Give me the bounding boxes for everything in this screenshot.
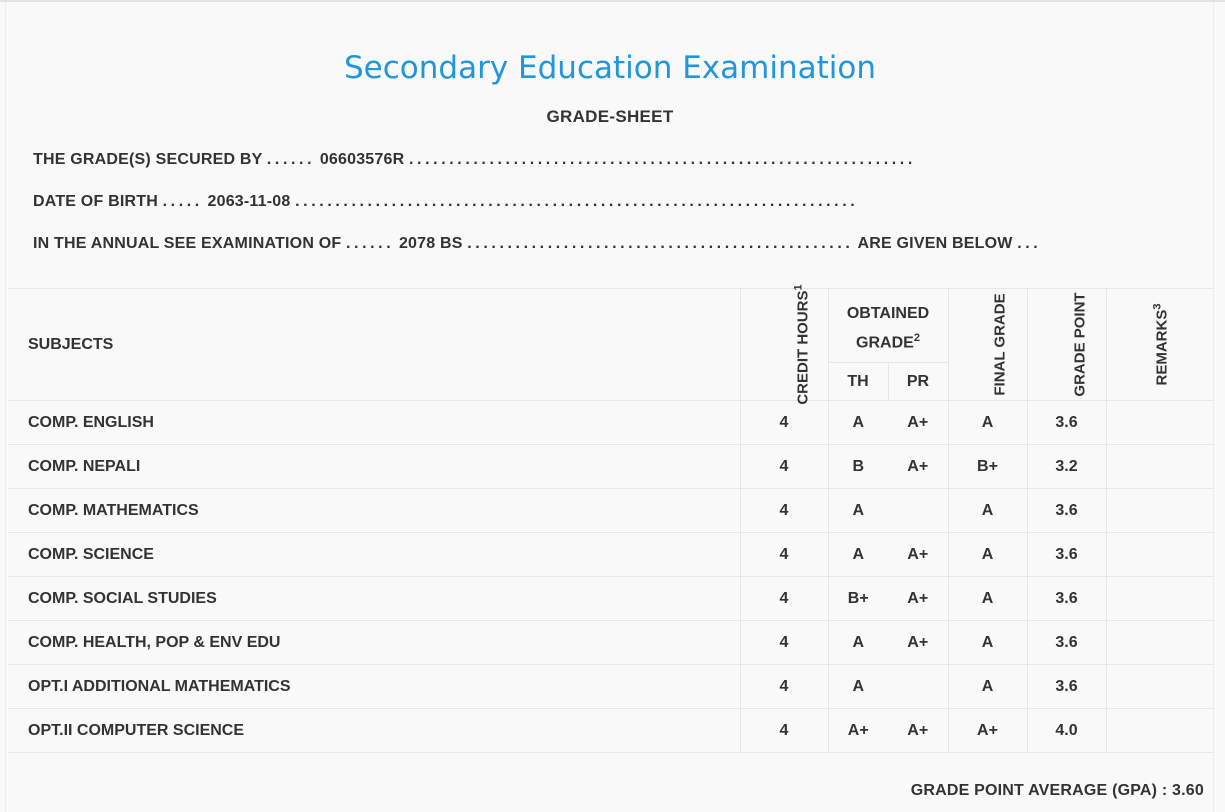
- remarks-cell: [1106, 489, 1214, 533]
- table-row: [8, 665, 1214, 709]
- grade-point-cell: 3.6: [1027, 533, 1106, 577]
- exam-label: IN THE ANNUAL SEE EXAMINATION OF: [33, 235, 342, 252]
- grade-point-cell: 3.6: [1027, 621, 1106, 665]
- header-grade-point: GRADE POINT: [1027, 289, 1106, 401]
- grade-point-cell: 3.6: [1027, 489, 1106, 533]
- secured-by-label: THE GRADE(S) SECURED BY: [33, 151, 263, 168]
- grade-sheet-heading: GRADE-SHEET: [546, 107, 674, 126]
- pr-cell: A+: [888, 533, 948, 577]
- header-final-grade: FINAL GRADE: [948, 289, 1027, 401]
- pr-cell: A+: [888, 709, 948, 753]
- table-row: [8, 401, 1214, 445]
- th-cell: A: [828, 621, 888, 665]
- gpa-value: 3.60: [1172, 782, 1204, 799]
- grade-point-cell: 3.6: [1027, 577, 1106, 621]
- header-obtained-grade: OBTAINED GRADE$^2$: [828, 289, 948, 363]
- subject-cell: COMP. SCIENCE: [8, 533, 740, 577]
- remarks-cell: [1106, 533, 1214, 577]
- grade-point-cell: 3.6: [1027, 665, 1106, 709]
- credit-cell: 4: [740, 621, 828, 665]
- gpa-summary: [911, 782, 1204, 800]
- remarks-cell: [1106, 621, 1214, 665]
- table-row: [8, 489, 1214, 533]
- th-cell: A+: [828, 709, 888, 753]
- final-grade-cell: A: [948, 489, 1027, 533]
- top-border: [0, 0, 1225, 2]
- header-subjects: SUBJECTS: [8, 289, 740, 401]
- subject-cell: COMP. NEPALI: [8, 445, 740, 489]
- subject-cell: OPT.II COMPUTER SCIENCE: [8, 709, 740, 753]
- credit-cell: 4: [740, 533, 828, 577]
- exam-suffix: ARE GIVEN BELOW: [857, 235, 1013, 252]
- remarks-cell: [1106, 709, 1214, 753]
- page-title: Secondary Education Examination: [344, 50, 876, 86]
- subject-cell: COMP. ENGLISH: [8, 401, 740, 445]
- remarks-cell: [1106, 401, 1214, 445]
- th-cell: A: [828, 401, 888, 445]
- info-exam: IN THE ANNUAL SEE EXAMINATION OF ...... 2078 BS ................................................ ARE GIVEN BELOW ...: [33, 235, 1042, 252]
- subject-cell: COMP. MATHEMATICS: [8, 489, 740, 533]
- final-grade-cell: A: [948, 401, 1027, 445]
- subject-cell: COMP. HEALTH, POP & ENV EDU: [8, 621, 740, 665]
- th-cell: A: [828, 665, 888, 709]
- secured-by-value: 06603576R: [319, 151, 405, 168]
- table-row: [8, 445, 1214, 489]
- th-cell: A: [828, 489, 888, 533]
- credit-cell: 4: [740, 577, 828, 621]
- table-row: [8, 709, 1214, 753]
- table-row: [8, 577, 1214, 621]
- final-grade-cell: B+: [948, 445, 1027, 489]
- grades-table: [8, 283, 1214, 754]
- info-secured-by: THE GRADE(S) SECURED BY ...... 06603576R ...............................................................: [33, 151, 916, 168]
- th-cell: B: [828, 445, 888, 489]
- credit-cell: 4: [740, 445, 828, 489]
- header-remarks: REMARKS$^3$: [1106, 289, 1214, 401]
- th-cell: A: [828, 533, 888, 577]
- credit-cell: 4: [740, 489, 828, 533]
- final-grade-cell: A: [948, 665, 1027, 709]
- final-grade-cell: A: [948, 577, 1027, 621]
- header-th: TH: [828, 363, 888, 401]
- remarks-cell: [1106, 577, 1214, 621]
- final-grade-cell: A: [948, 533, 1027, 577]
- grade-point-cell: 3.2: [1027, 445, 1106, 489]
- pr-cell: A+: [888, 621, 948, 665]
- pr-cell: [888, 489, 948, 533]
- exam-value: 2078 BS: [398, 235, 463, 252]
- subject-cell: OPT.I ADDITIONAL MATHEMATICS: [8, 665, 740, 709]
- final-grade-cell: A+: [948, 709, 1027, 753]
- header-credit-hours: CREDIT HOURS$^1$: [740, 289, 828, 401]
- dob-value: 2063-11-08: [207, 193, 291, 210]
- header-pr: PR: [888, 363, 948, 401]
- credit-cell: 4: [740, 665, 828, 709]
- grade-point-cell: 4.0: [1027, 709, 1106, 753]
- grade-point-cell: 3.6: [1027, 401, 1106, 445]
- table-row: [8, 621, 1214, 665]
- pr-cell: A+: [888, 401, 948, 445]
- table-row: [8, 533, 1214, 577]
- dob-label: DATE OF BIRTH: [33, 193, 158, 210]
- pr-cell: A+: [888, 445, 948, 489]
- remarks-cell: [1106, 445, 1214, 489]
- credit-cell: 4: [740, 401, 828, 445]
- info-date-of-birth: DATE OF BIRTH ..... 2063-11-08 ......................................................................: [33, 193, 859, 210]
- pr-cell: A+: [888, 577, 948, 621]
- pr-cell: [888, 665, 948, 709]
- subject-cell: COMP. SOCIAL STUDIES: [8, 577, 740, 621]
- credit-cell: 4: [740, 709, 828, 753]
- final-grade-cell: A: [948, 621, 1027, 665]
- th-cell: B+: [828, 577, 888, 621]
- remarks-cell: [1106, 665, 1214, 709]
- gpa-label: GRADE POINT AVERAGE (GPA) :: [910, 782, 1168, 799]
